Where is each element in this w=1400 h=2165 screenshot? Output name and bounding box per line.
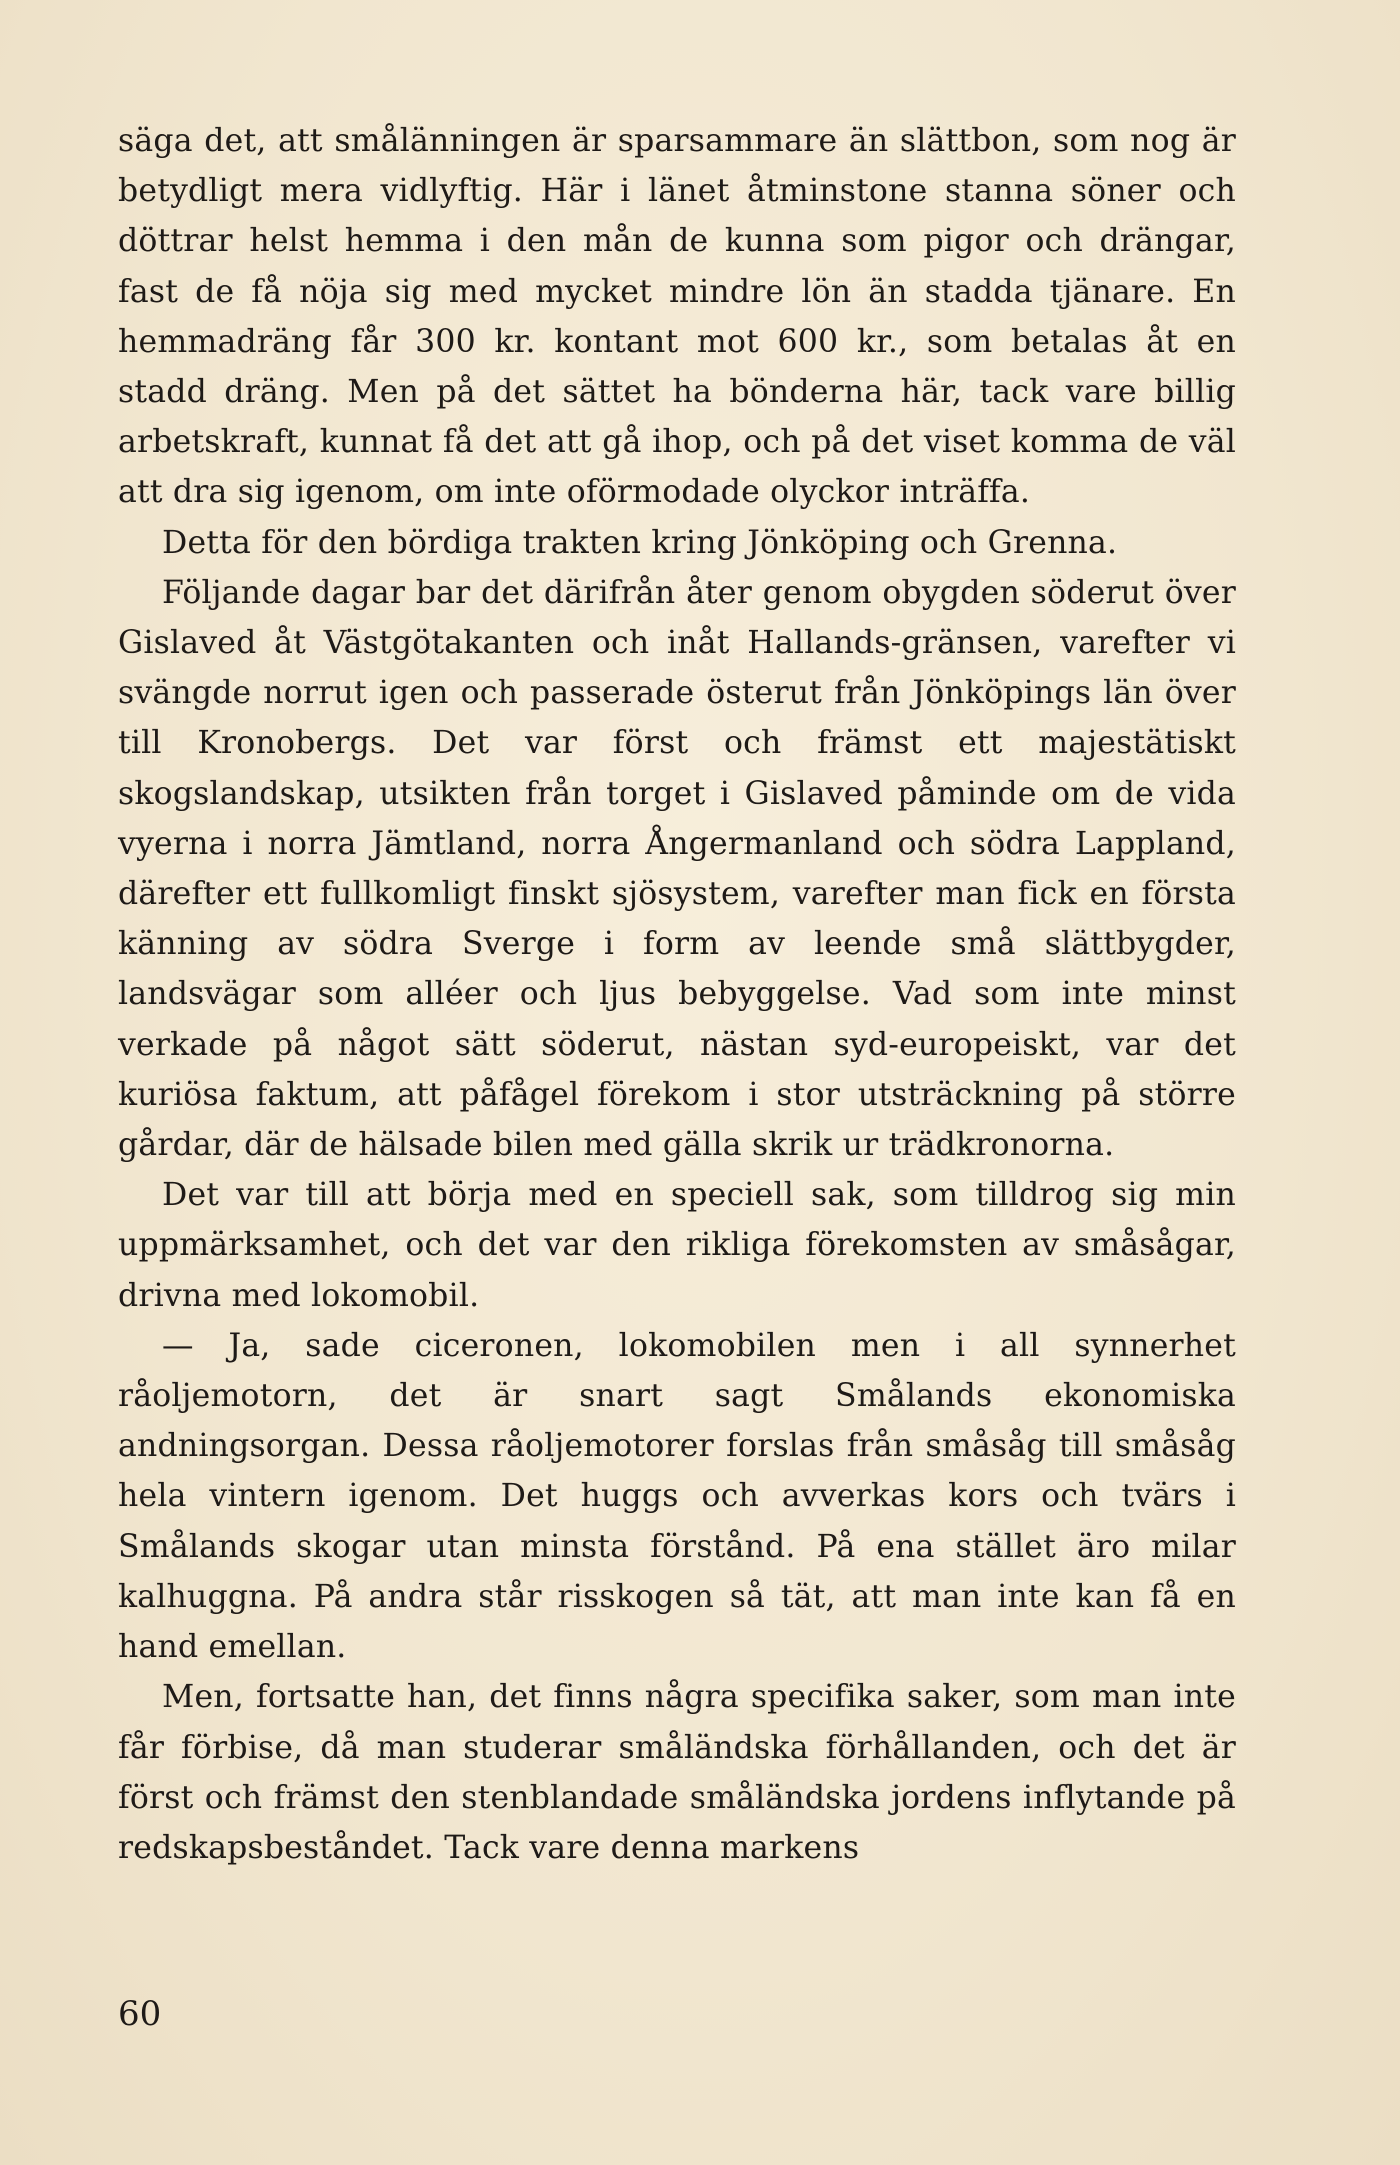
body-text (118, 116, 1236, 1873)
paragraph-4: Det var till att börja med en speciell sak, som tilldrog sig min uppmärksamhet, och det var den rikliga förekomsten av småsågar, drivna med lokomobil. (118, 1177, 1236, 1314)
paragraph-5: — Ja, sade ciceronen, lokomobilen men i all synnerhet råoljemotorn, det är snart sagt Smålands ekonomiska andningsorgan. Dessa råoljemotorer forslas från småsåg till småsåg hela vintern igenom. Det huggs och avverkas kors och tvärs i Smålands skogar utan minsta förstånd. På ena stället äro milar kalhuggna. På andra står risskogen så tät, att man inte kan få en hand emellan. (118, 1327, 1236, 1666)
paragraph-3: Följande dagar bar det därifrån åter genom obygden söderut över Gislaved åt Västgötakanten och inåt Hallands-gränsen, varefter vi svängde norrut igen och passerade österut från Jönköpings län över till Kronobergs. Det var först och främst ett majestätiskt skogslandskap, utsikten från torget i Gislaved påminde om de vida vyerna i norra Jämtland, norra Ångermanland och södra Lappland, därefter ett fullkomligt finskt sjösystem, varefter man fick en första känning av södra Sverge i form av leende små slättbygder, landsvägar som alléer och ljus bebyggelse. Vad som inte minst verkade på något sätt söderut, nästan syd-europeiskt, var det kuriösa faktum, att påfågel förekom i stor utsträckning på större gårdar, där de hälsade bilen med gälla skrik ur trädkronorna. (118, 574, 1236, 1164)
paragraph-1: säga det, att smålänningen är sparsammare än slättbon, som nog är betydligt mera vidlyftig. Här i länet åtminstone stanna söner och döttrar helst hemma i den mån de kunna som pigor och drängar, fast de få nöja sig med mycket mindre lön än stadda tjänare. En hemmadräng får 300 kr. kontant mot 600 kr., som betalas åt en stadd dräng. Men på det sättet ha bönderna här, tack vare billig arbetskraft, kunnat få det att gå ihop, och på det viset komma de väl att dra sig igenom, om inte oförmodade olyckor inträffa. (118, 123, 1236, 511)
page-number: 60 (118, 1994, 162, 2034)
paragraph-6: Men, fortsatte han, det finns några specifika saker, som man inte får förbise, då man studerar småländska förhållanden, och det är först och främst den stenblandade småländska jordens inflytande på redskapsbeståndet. Tack vare denna markens (118, 1679, 1236, 1866)
paragraph-2: Detta för den bördiga trakten kring Jönköping och Grenna. (162, 524, 1118, 561)
